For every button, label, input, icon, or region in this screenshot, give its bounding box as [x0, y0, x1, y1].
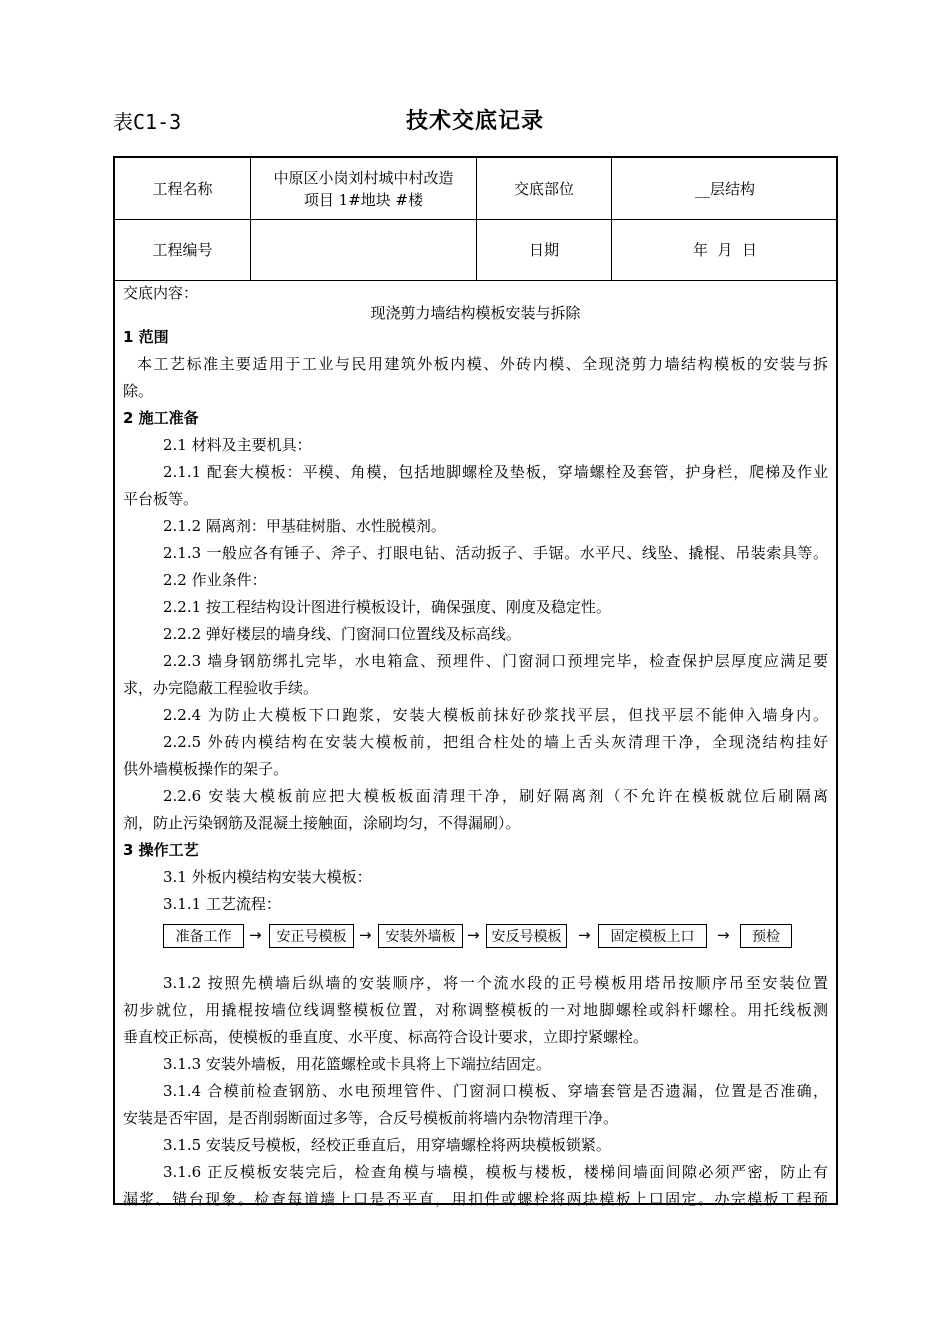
paragraph-line: 2.2.2 弹好楼层的墙身线、门窗洞口位置线及标高线。	[163, 625, 521, 643]
project-name-line1: 中原区小岗刘村城中村改造	[273, 168, 454, 187]
content-subtitle: 现浇剪力墙结构模板安装与拆除	[370, 304, 581, 322]
paragraph-line: 3.1.5 安装反号模板，经校正垂直后，用穿墙螺栓将两块模板锁紧。	[163, 1136, 611, 1154]
paragraph-line: 3.1 外板内模结构安装大模板：	[163, 868, 372, 886]
project-name-label: 工程名称	[152, 179, 213, 198]
paragraph-line: 2.2.4 为防止大模板下口跑浆，安装大模板前抹好砂浆找平层，但找平层不能伸入墙身内。	[163, 706, 828, 724]
paragraph-line: 供外墙模板操作的架子。	[123, 760, 289, 778]
date-label: 日期	[528, 241, 559, 259]
flow-step-exterior-panel: 安装外墙板	[378, 924, 463, 948]
paragraph-line: 安装是否牢固，是否削弱断面过多等，合反号模板前将墙内杂物清理干净。	[123, 1109, 619, 1127]
paragraph-line: 剂，防止污染钢筋及混凝土接触面，涂刷均匀，不得漏刷）。	[123, 814, 521, 832]
paragraph-line: 2.1.1 配套大模板：平模、角模，包括地脚螺栓及垫板，穿墙螺栓及套管，护身栏，爬梯及作业	[163, 463, 828, 481]
location-label: 交底部位	[513, 179, 574, 198]
flow-step-front-formwork: 安正号模板	[269, 924, 354, 948]
flow-step-inspection: 预检	[740, 924, 792, 948]
paragraph-line: 求，办完隐蔽工程验收手续。	[123, 679, 319, 697]
arrow-right-icon: →	[578, 926, 591, 944]
paragraph-line: 3.1.4 合模前检查钢筋、水电预埋管件、门窗洞口模板、穿墙套管是否遗漏，位置是否准确，	[163, 1082, 828, 1100]
paragraph-line: 2.1.3 一般应各有锤子、斧子、打眼电钻、活动扳子、手锯。水平尺、线坠、撬棍、吊装索具等。	[163, 544, 828, 562]
content-label: 交底内容：	[123, 284, 199, 302]
paragraph-line: 3.1.2 按照先横墙后纵墙的安装顺序，将一个流水段的正号模板用塔吊按顺序吊至安装位置	[163, 974, 828, 992]
section-heading: 1 范围	[123, 328, 169, 346]
process-flow	[123, 920, 828, 964]
paragraph-line: 2.2.3 墙身钢筋绑扎完毕，水电箱盒、预埋件、门窗洞口预埋完毕，检查保护层厚度应满足要	[163, 652, 828, 670]
arrow-right-icon: →	[717, 926, 730, 944]
row-divider	[115, 280, 836, 281]
project-no-value	[251, 220, 476, 280]
flow-step-back-formwork: 安反号模板	[486, 924, 567, 948]
record-table	[113, 156, 838, 1208]
content-body	[123, 284, 828, 1213]
paragraph-line: 2.1 材料及主要机具：	[163, 436, 312, 454]
project-name-line2: 项目 1#地块 #楼	[303, 190, 424, 209]
paragraph-line: 初步就位，用撬棍按墙位线调整模板位置，对称调整模板的一对地脚螺栓或斜杆螺栓。用托线板测	[123, 1001, 828, 1019]
paragraph-line: 3.1.1 工艺流程：	[163, 895, 281, 913]
date-value: 年 月 日	[692, 241, 758, 259]
paragraph-line: 2.2.5 外砖内模结构在安装大模板前，把组合柱处的墙上舌头灰清理干净，全现浇结构挂好	[163, 733, 828, 751]
project-no-label: 工程编号	[152, 241, 213, 259]
flow-step-prepare: 准备工作	[163, 924, 244, 948]
arrow-right-icon: →	[249, 926, 262, 944]
paragraph-line: 3.1.6 正反模板安装完后，检查角模与墙模，模板与楼板，楼梯间墙面间隙必须严密，防止有	[163, 1163, 828, 1181]
page-title: 技术交底记录	[405, 108, 544, 134]
form-code: 表C1-3	[113, 110, 182, 134]
paragraph-line: 2.2 作业条件：	[163, 571, 267, 589]
project-name-value	[251, 158, 476, 219]
section-heading: 2 施工准备	[123, 409, 199, 427]
paragraph-line: 垂直校正标高，使模板的垂直度、水平度、标高符合设计要求，立即拧紧螺栓。	[123, 1028, 649, 1046]
location-value: __层结构	[694, 179, 755, 198]
paragraph-line: 2.2.6 安装大模板前应把大模板板面清理干净，刷好隔离剂（不允许在模板就位后刷隔离	[163, 787, 828, 805]
paragraph-line: 本工艺标准主要适用于工业与民用建筑外板内模、外砖内模、全现浇剪力墙结构模板的安装与拆	[137, 355, 828, 373]
section-heading: 3 操作工艺	[123, 841, 199, 859]
paragraph-line: 2.2.1 按工程结构设计图进行模板设计，确保强度、刚度及稳定性。	[163, 598, 611, 616]
arrow-right-icon: →	[359, 926, 372, 944]
paragraph-line: 2.1.2 隔离剂：甲基硅树脂、水性脱模剂。	[163, 517, 446, 535]
paragraph-line: 除。	[123, 382, 154, 400]
paragraph-line: 3.1.3 安装外墙板，用花篮螺栓或卡具将上下端拉结固定。	[163, 1055, 551, 1073]
flow-step-fix-top: 固定模板上口	[598, 924, 707, 948]
paragraph-line: 平台板等。	[123, 490, 199, 508]
arrow-right-icon: →	[467, 926, 480, 944]
paragraph-line: 漏浆、错台现象。检查每道墙上口是否平直，用扣件或螺栓将两块模板上口固定。办完模板工程预	[123, 1190, 828, 1208]
